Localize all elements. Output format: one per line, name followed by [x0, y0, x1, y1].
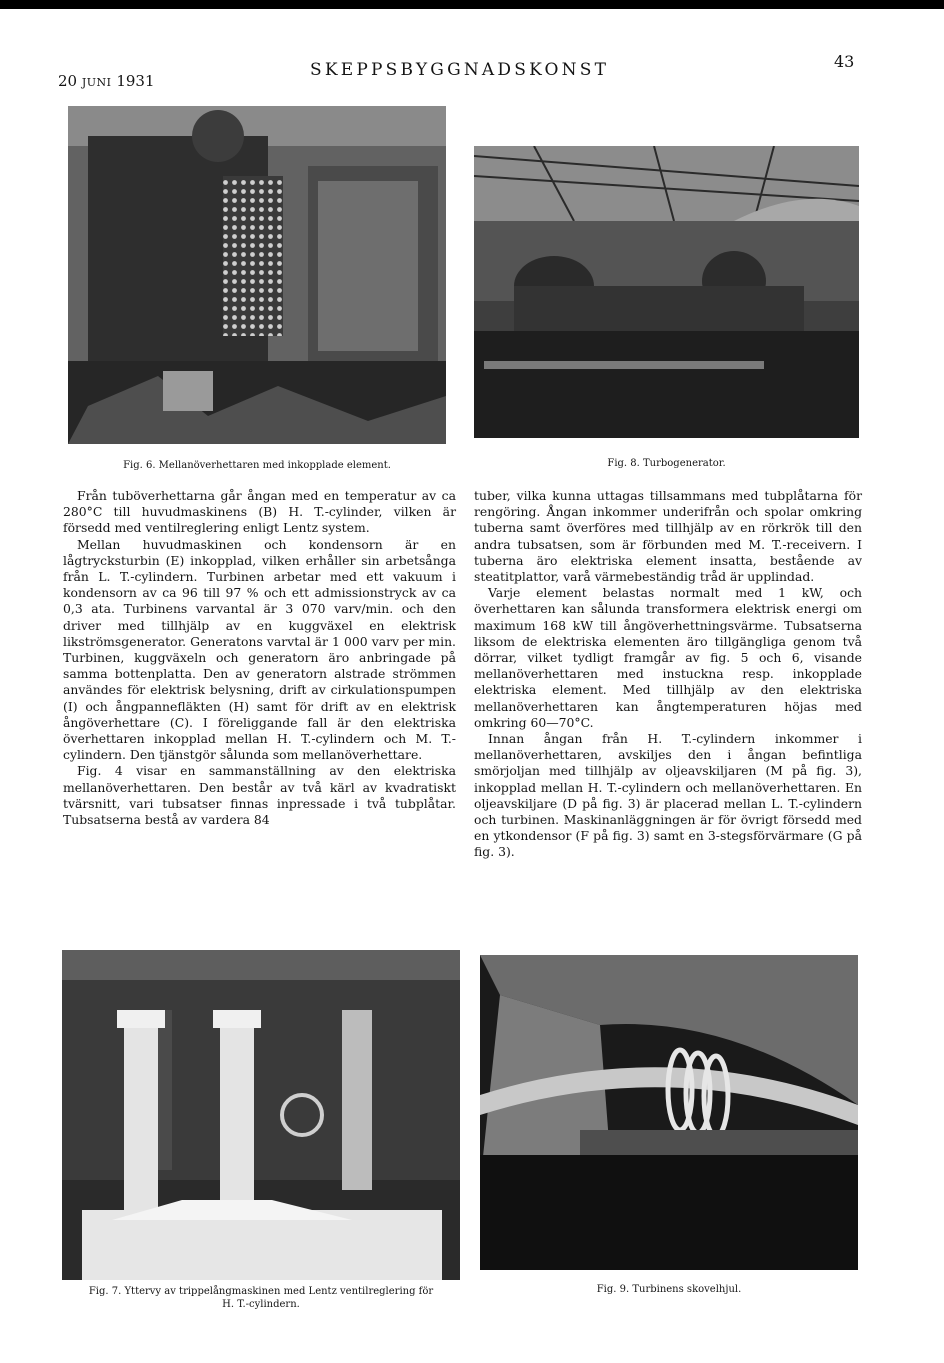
paragraph: Varje element belastas normalt med 1 kW, och överhettaren kan sålunda transformera elektrisk energi om maximum 168 kW till ångöverhettningsvärme. Tubsatserna liksom de elektriska elementen äro tillgängliga genom två dörrar, vilket tydligt framgår av fig. 5 och 6, visande mellanöverhettaren med instuckna resp. inkopplade elektriska element. Med tillhjälp av den elektriska mellanöverhettaren kan ångtemperaturen höjas med omkring 60—70°C. — [474, 585, 862, 730]
fig7-photo — [62, 950, 460, 1280]
page-number: 43 — [834, 52, 855, 71]
fig6-caption: Fig. 6. Mellanöverhettaren med inkopplade element. — [123, 460, 391, 471]
fig7-caption-line2: H. T.-cylindern. — [222, 1299, 300, 1310]
fig8-caption: Fig. 8. Turbogenerator. — [607, 458, 726, 469]
left-text-column — [63, 488, 456, 828]
journal-title: SKEPPSBYGGNADSKONST — [310, 60, 610, 80]
paragraph: Fig. 4 visar en sammanställning av den elektriska mellanöverhettaren. Den består av två kärl av kvadratiskt tvärsnitt, vari tubsatser finnas inpressade i två tubplåtar. Tubsatserna bestå av vardera 84 — [63, 763, 456, 828]
fig7-caption-line1: Fig. 7. Yttervy av trippelångmaskinen med Lentz ventilreglering för — [88, 1286, 434, 1297]
paragraph: Mellan huvudmaskinen och kondensorn är en lågtrycksturbin (E) inkopplad, vilken erhåller sin arbetsånga från L. T.-cylindern. Turbinen arbetar med ett vakuum i kondensorn av ca 96 till 97 % och ett admissionstryck av ca 0,3 ata. Turbinens varvantal är 3 070 varv/min. och den driver med tillhjälp av en kuggväxel en elektrisk likströmsgenerator. Generatons varvtal är 1 000 varv per min. Turbinen, kuggväxeln och generatorn äro anbringade på samma bottenplatta. Den av generatorn alstrade strömmen användes för elektrisk belysning, drift av cirkulationspumpen (I) och ångpannefläkten (H) samt för drift av en elektrisk ångöverhettare (C). I föreliggande fall är den elektriska överhettaren inkopplad mellan H. T.-cylindern och M. T.-cylindern. Den tjänstgör sålunda som mellanöverhettare. — [63, 536, 456, 763]
paragraph: Från tuböverhettarna går ångan med en temperatur av ca 280°C till huvudmaskinens (B) H. T.-cylinder, vilken är försedd med ventilreglering enligt Lentz system. — [63, 488, 456, 536]
paragraph: tuber, vilka kunna uttagas tillsammans med tubplåtarna för rengöring. Ångan inkommer underifrån och spolar omkring tuberna samt överföres med tillhjälp av en rörkrök till den andra tubsatsen, som är förbunden med M. T.-receivern. I tuberna äro elektriska element insatta, bestående av steatitplattor, varå värmebeständig tråd är upplindad. — [474, 488, 862, 585]
top-border — [0, 0, 944, 9]
right-text-column — [474, 488, 862, 861]
issue-date — [58, 72, 155, 90]
date-year: 1931 — [116, 72, 155, 90]
fig6-photo — [68, 106, 446, 444]
fig9-photo — [480, 955, 858, 1270]
fig9-caption: Fig. 9. Turbinens skovelhjul. — [596, 1284, 742, 1295]
date-day: 20 — [58, 72, 78, 90]
date-month: JUNI — [81, 76, 112, 89]
fig8-photo — [474, 146, 859, 438]
fig7-caption — [62, 1285, 460, 1311]
paragraph: Innan ångan från H. T.-cylindern inkommer i mellanöverhettaren, avskiljes den i ångan befintliga smörjoljan med tillhjälp av oljeavskiljaren (M på fig. 3), inkopplad mellan H. T.-cylindern och mellanöverhettaren. En oljeavskiljare (D på fig. 3) är placerad mellan L. T.-cylindern och turbinen. Maskinanläggningen är för övrigt försedd med en ytkondensor (F på fig. 3) samt en 3-stegsförvärmare (G på fig. 3). — [474, 731, 862, 860]
